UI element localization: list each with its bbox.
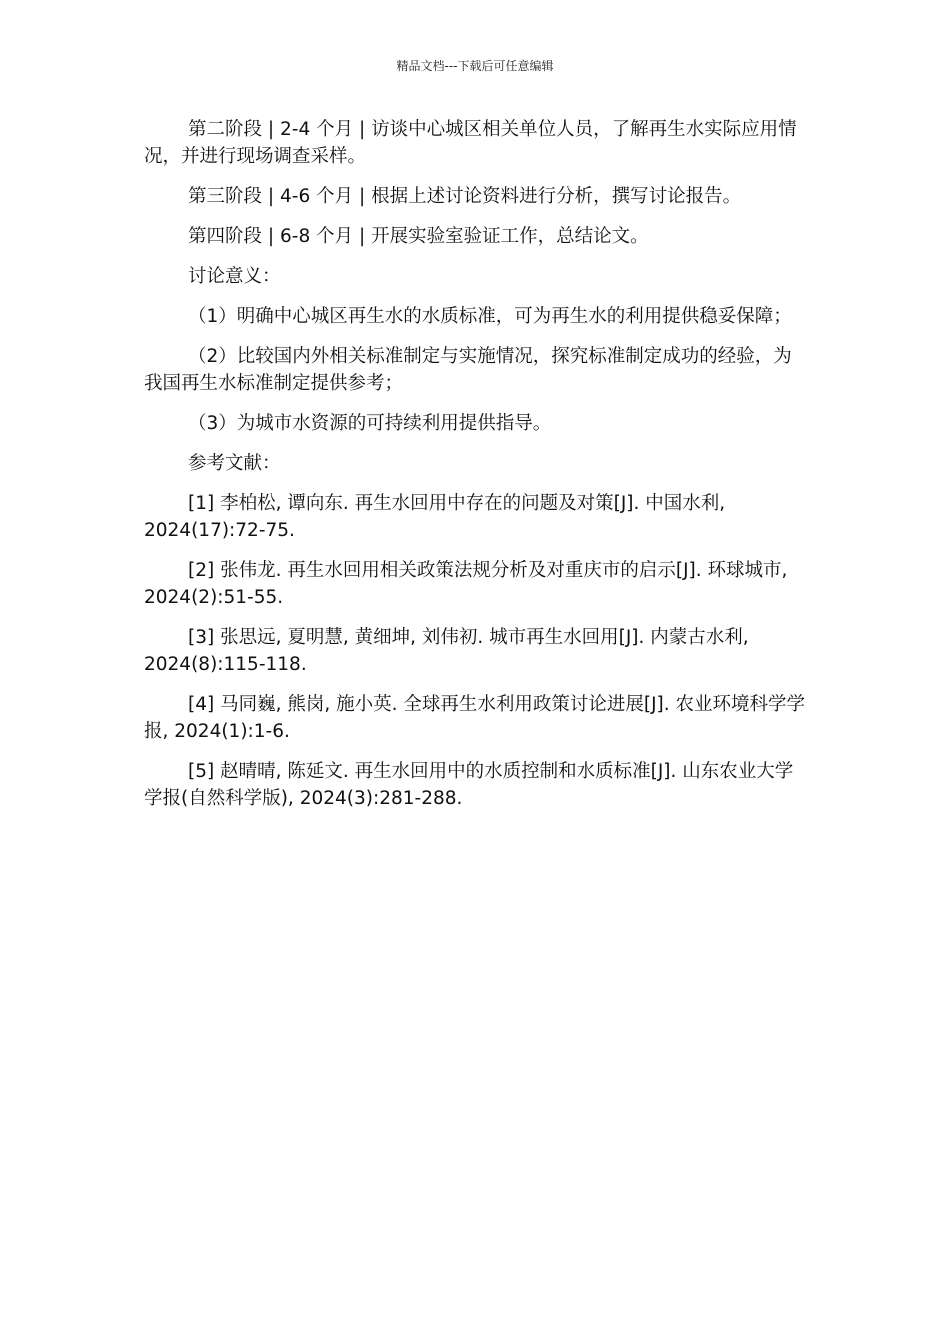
phase-four-paragraph: 第四阶段 | 6-8 个月 | 开展实验室验证工作，总结论文。 xyxy=(188,226,649,247)
significance-item-2: （2）比较国内外相关标准制定与实施情况，探究标准制定成功的经验，为我国再生水标准制定提供参考； xyxy=(144,346,792,394)
references-heading: 参考文献： xyxy=(188,453,281,474)
phase-three-paragraph: 第三阶段 | 4-6 个月 | 根据上述讨论资料进行分析，撰写讨论报告。 xyxy=(188,186,742,207)
phase-two-paragraph: 第二阶段 | 2-4 个月 | 访谈中心城区相关单位人员，了解再生水实际应用情况，并进行现场调查采样。 xyxy=(144,119,797,167)
document-body xyxy=(144,116,808,825)
reference-item-3: [3] 张思远, 夏明慧, 黄细坤, 刘伟初. 城市再生水回用[J]. 内蒙古水利, 2024(8):115-118. xyxy=(144,627,749,675)
significance-heading: 讨论意义： xyxy=(188,266,281,287)
significance-item-1: （1）明确中心城区再生水的水质标准，可为再生水的利用提供稳妥保障； xyxy=(188,306,792,327)
reference-item-4: [4] 马同巍, 熊岗, 施小英. 全球再生水利用政策讨论进展[J]. 农业环境科学学报, 2024(1):1-6. xyxy=(144,694,806,742)
reference-item-1: [1] 李柏松, 谭向东. 再生水回用中存在的问题及对策[J]. 中国水利, 2024(17):72-75. xyxy=(144,493,726,541)
page-header: 精品文档---下载后可任意编辑 xyxy=(396,59,554,73)
reference-item-2: [2] 张伟龙. 再生水回用相关政策法规分析及对重庆市的启示[J]. 环球城市, 2024(2):51-55. xyxy=(144,560,788,608)
significance-item-3: （3）为城市水资源的可持续利用提供指导。 xyxy=(188,413,552,434)
reference-item-5: [5] 赵晴晴, 陈延文. 再生水回用中的水质控制和水质标准[J]. 山东农业大学学报(自然科学版), 2024(3):281-288. xyxy=(144,761,794,809)
